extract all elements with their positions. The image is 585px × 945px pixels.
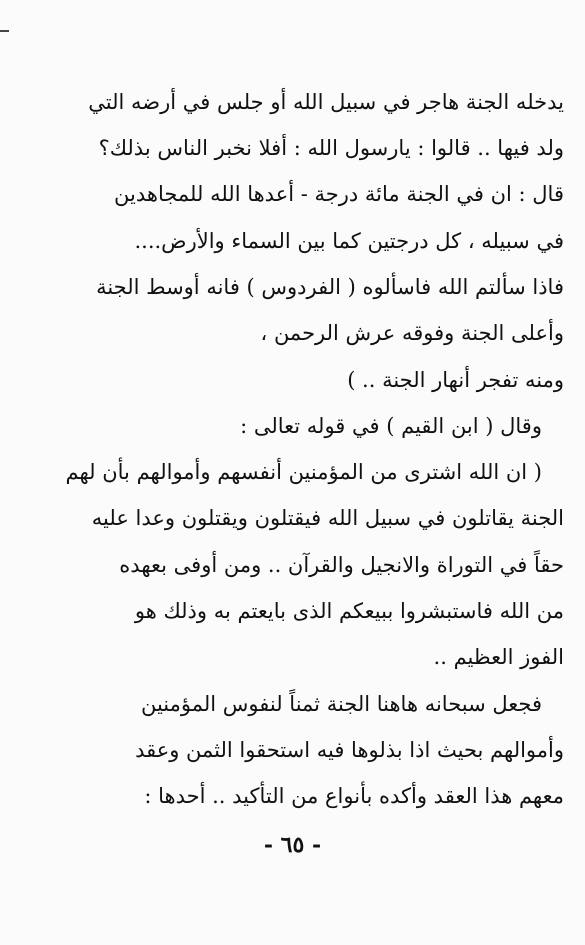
text-line-5: فاذا سألتم الله فاسألوه ( الفردوس ) فانه أوسط الجنة xyxy=(96,275,564,299)
text-line-3: قال : ان في الجنة مائة درجة - أعدها الله للمجاهدين xyxy=(114,182,564,206)
text-line-15: وأموالهم بحيث اذا بذلوها فيه استحقوا الثمن وعقد xyxy=(135,738,564,762)
text-line-4: في سبيله ، كل درجتين كما بين السماء والأرض.... xyxy=(134,229,564,253)
text-line-6: وأعلى الجنة وفوقه عرش الرحمن ، xyxy=(260,321,564,345)
text-line-2: ولد فيها .. قالوا : يارسول الله : أفلا نخبر الناس بذلك؟ xyxy=(98,136,564,160)
scan-edge-mark xyxy=(0,30,9,32)
text-line-1: يدخله الجنة هاجر في سبيل الله أو جلس في أرضه التي xyxy=(88,90,564,114)
text-line-16: معهم هذا العقد وأكده بأنواع من التأكيد .. أحدها : xyxy=(144,784,564,808)
text-line-14: فجعل سبحانه هاهنا الجنة ثمناً لنفوس المؤمنين xyxy=(140,692,542,716)
text-line-8: وقال ( ابن القيم ) في قوله تعالى : xyxy=(240,414,542,438)
text-line-7: ومنه تفجر أنهار الجنة .. ) xyxy=(347,368,564,392)
page-number: - ٦٥ - xyxy=(263,832,322,858)
text-line-10: الجنة يقاتلون في سبيل الله فيقتلون ويقتلون وعدا عليه xyxy=(91,506,564,530)
text-line-13: الفوز العظيم .. xyxy=(433,645,564,669)
text-line-12: من الله فاستبشروا ببيعكم الذى بايعتم به وذلك هو xyxy=(134,599,564,623)
text-line-9: ( ان الله اشترى من المؤمنين أنفسهم وأموالهم بأن لهم xyxy=(65,460,542,484)
text-line-11: حقاً في التوراة والانجيل والقرآن .. ومن أوفى بعهده xyxy=(119,553,564,577)
